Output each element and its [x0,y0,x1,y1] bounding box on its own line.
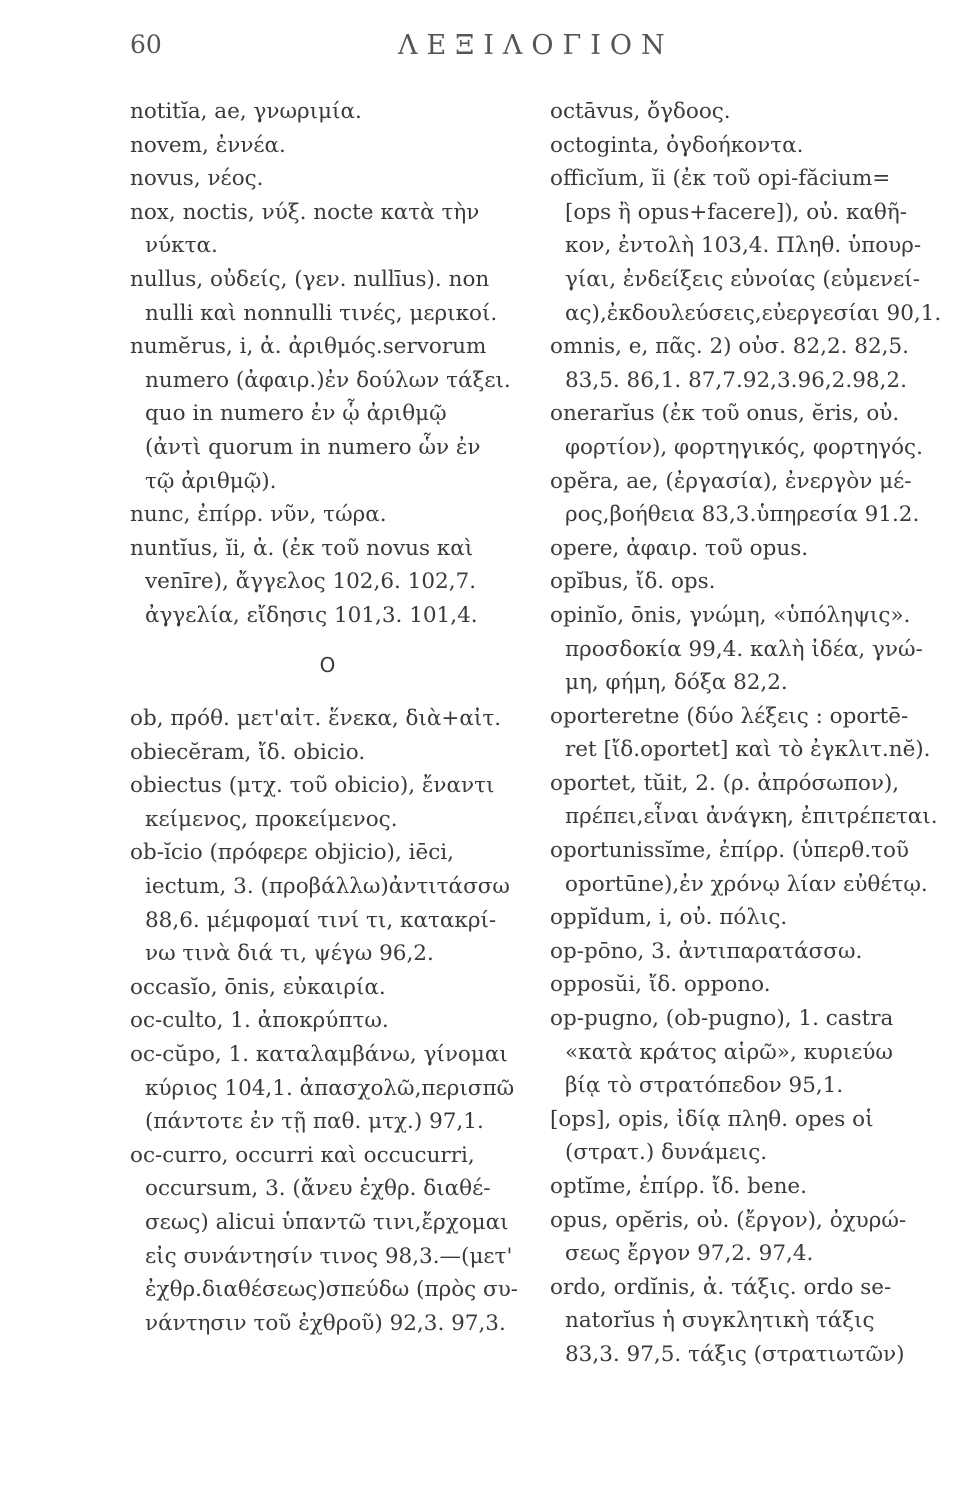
running-head: ΛΕΞΙΛΟΓΙΟΝ [398,30,674,61]
entry-line: occasĭo, ōnis, εὐκαιρία. [130,974,386,1000]
entry-line: oc-cŭpo, 1. καταλαμβάνω, γίνομαι [130,1042,508,1068]
entry-line: oc-curro, occurri καὶ occucurri, [130,1142,475,1168]
entry-line: opposŭi, ἴδ. oppono. [550,972,771,998]
entry-line: iectum, 3. (προβάλλω)ἀντιτάσσω [145,874,510,900]
entry-line: opĭbus, ἴδ. ops. [550,569,716,595]
entry-line: occursum, 3. (ἄνευ ἐχθρ. διαθέ- [145,1176,491,1202]
entry-line: προσδοκία 99,4. καλὴ ἰδέα, γνώ- [565,636,923,662]
entry-line: ἀγγελία, εἴδησις 101,3. 101,4. [145,602,478,628]
entry-line: op-pugno, (ob-pugno), 1. castra [550,1006,894,1032]
entry-line: quo in numero ἐν ᾧ ἀριθμῷ [145,401,447,427]
entry-line: ας),ἐκδουλεύσεις,εὐεργεσίαι 90,1. [565,300,942,326]
entry-line: numero (ἀφαιρ.)ἐν δούλων τάξει. [145,367,511,393]
entry-line: γίαι, ἐνδείξεις εὐνοίας (εὐμενεί- [565,266,920,292]
section-letter: O [319,652,336,677]
entry-line: σεως ἔργον 97,2. 97,4. [565,1241,814,1267]
entry-line: oportūne),ἐν χρόνῳ λίαν εὐθέτῳ. [565,871,928,897]
entry-line: onerarĭus (ἐκ τοῦ onus, ĕris, οὐ. [550,401,900,427]
left-entries-o [130,702,525,1340]
entry-line: [ops], opis, ἰδίᾳ πληθ. opes οἱ [550,1106,874,1132]
entry-line: oporteretne (δύο λέξεις : oportē- [550,703,909,729]
right-column [550,95,945,1372]
entry-line: novem, ἐννέα. [130,132,286,158]
entry-line: obiecĕram, ἴδ. obicio. [130,739,366,765]
entry-line: opinĭo, ōnis, γνώμη, «ὑπόληψις». [550,602,911,628]
entry-line: [ops ἢ opus+facere]), οὐ. καθῆ- [565,199,907,225]
entry-line: novus, νέος. [130,166,264,192]
entry-line: opĕra, ae, (ἐργασία), ἐνεργὸν μέ- [550,468,912,494]
entry-line: ob, πρόθ. μετ'αἰτ. ἕνεκα, διὰ+αἰτ. [130,706,502,732]
entry-line: ret [ἴδ.oportet] καὶ τὸ ἐγκλιτ.nĕ). [565,737,931,763]
entry-line: ob-ĭcio (πρόφερε objicio), iēci, [130,840,454,866]
entry-line: oppĭdum, i, οὐ. πόλις. [550,905,788,931]
entry-line: oc-culto, 1. ἀποκρύπτω. [130,1008,389,1034]
page-number: 60 [130,30,162,59]
entry-line: νω τινὰ διά τι, ψέγω 96,2. [145,941,434,967]
entry-line: (πάντοτε ἐν τῇ παθ. μτχ.) 97,1. [145,1109,484,1135]
entry-line: φορτίον), φορτηγικός, φορτηγός. [565,434,923,460]
entry-line: octoginta, ὀγδοήκοντα. [550,132,804,158]
entry-line: obiectus (μτχ. τοῦ obicio), ἔναντι [130,773,495,799]
entry-line: nunc, ἐπίρρ. νῦν, τώρα. [130,502,387,528]
entry-line: octāvus, ὄγδοος. [550,99,731,124]
entry-line: 83,3. 97,5. τάξις (στρατιωτῶν) [565,1341,905,1367]
entry-line: νύκτα. [145,233,218,259]
entry-line: κύριος 104,1. ἀπασχολῶ,περισπῶ [145,1075,515,1101]
entry-line: omnis, e, πᾶς. 2) οὐσ. 82,2. 82,5. [550,334,910,360]
entry-line: (ἀντὶ quorum in numero ὧν ἐν [145,434,481,460]
entry-line: ordo, ordĭnis, ἀ. τάξις. ordo se- [550,1274,892,1300]
entry-line: βίᾳ τὸ στρατόπεδον 95,1. [565,1073,844,1099]
entry-line: numĕrus, i, ἀ. ἀριθμός.servorum [130,334,487,360]
left-column [130,95,525,1340]
entry-line: nox, noctis, νύξ. nocte κατὰ τὴν [130,199,480,225]
entry-line: natorĭus ἡ συγκλητικὴ τάξις [565,1308,875,1334]
entry-line: nuntĭus, ĭi, ἀ. (ἐκ τοῦ novus καὶ [130,535,474,561]
entry-line: (στρατ.) δυνάμεις. [565,1140,768,1166]
entry-line: nullus, οὐδείς, (γεν. nullīus). non [130,266,490,292]
entry-line: κον, ἐντολὴ 103,4. Πληθ. ὑπουρ- [565,233,922,259]
entry-line: σεως) alicui ὑπαντῶ τινι,ἔρχομαι [145,1210,509,1235]
entry-line: oportet, tŭit, 2. (ρ. ἀπρόσωπον), [550,770,900,796]
right-entries [550,95,945,1372]
entry-line: notitĭa, ae, γνωριμία. [130,99,362,124]
entry-line: opus, opĕris, οὐ. (ἔργον), ὀχυρώ- [550,1207,907,1233]
left-entries-n [130,95,525,633]
entry-line: venīre), ἄγγελος 102,6. 102,7. [145,569,477,595]
entry-line: «κατὰ κράτος αἱρῶ», κυριεύω [565,1039,893,1065]
entry-line: 83,5. 86,1. 87,7.92,3.96,2.98,2. [565,367,907,393]
entry-line: πρέπει,εἶναι ἀνάγκη, ἐπιτρέπεται. [565,804,938,830]
entry-line: εἰς συνάντησίν τινος 98,3.—(μετ' [145,1243,513,1269]
entry-line: 88,6. μέμφομαί τινί τι, κατακρί- [145,907,497,933]
entry-line: ρος,βοήθεια 83,3.ὑπηρεσία 91.2. [565,502,920,528]
entry-line: optĭme, ἐπίρρ. ἴδ. bene. [550,1174,807,1199]
entry-line: ἐχθρ.διαθέσεως)σπεύδω (πρὸς συ- [145,1277,519,1303]
entry-line: officĭum, ĭi (ἐκ τοῦ opi-făcium= [550,166,891,192]
entry-line: τῷ ἀριθμῷ). [145,468,277,494]
entry-line: oportunissĭme, ἐπίρρ. (ὑπερθ.τοῦ [550,838,909,864]
entry-line: nulli καὶ nonnulli τινές, μερικοί. [145,300,498,326]
entry-line: νάντησιν τοῦ ἐχθροῦ) 92,3. 97,3. [145,1310,506,1336]
entry-line: opere, ἀφαιρ. τοῦ opus. [550,535,809,561]
entry-line: μη, φήμη, δόξα 82,2. [565,670,788,696]
entry-line: κείμενος, προκείμενος. [145,806,398,832]
entry-line: op-pōno, 3. ἀντιπαρατάσσω. [550,938,863,964]
